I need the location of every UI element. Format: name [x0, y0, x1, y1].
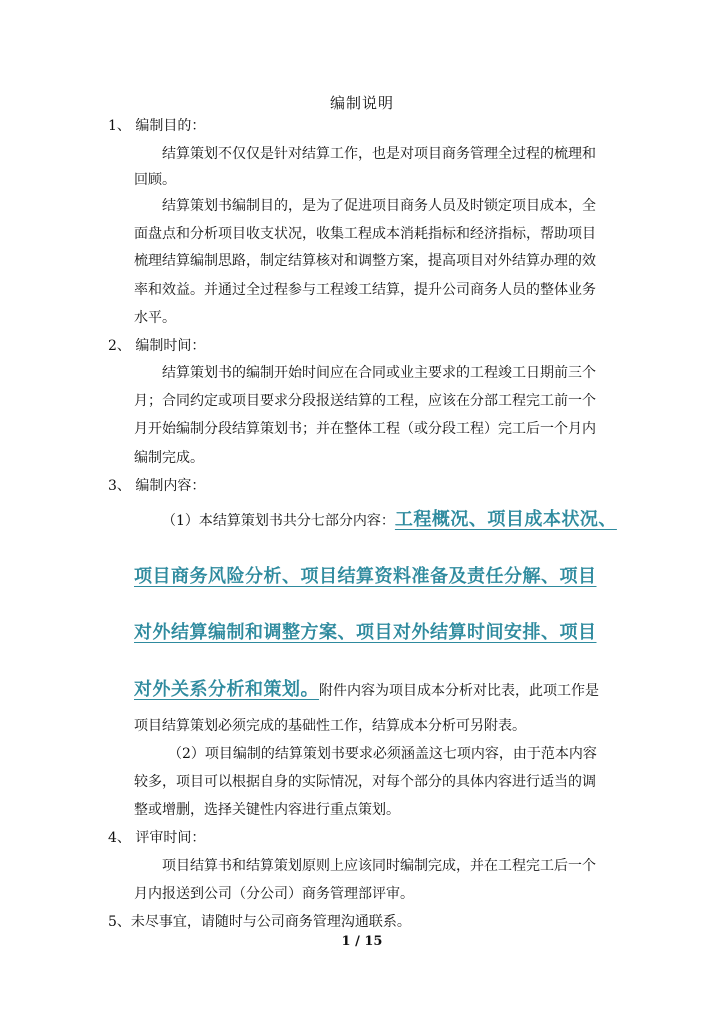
section-3-heading: 3、 编制内容：	[108, 478, 206, 494]
section-1-paragraph-1-line: 回顾。	[134, 172, 176, 188]
section-1-paragraph-2-line: 面盘点和分析项目收支状况，收集工程成本消耗指标和经济指标，帮助项目	[134, 226, 596, 242]
highlighted-contents-line	[134, 621, 597, 645]
section-1-paragraph-2-line: 结算策划书编制目的，是为了促进项目商务人员及时锁定项目成本，全	[162, 198, 596, 214]
section-2-paragraph-line: 结算策划书的编制开始时间应在合同或业主要求的工程竣工日期前三个	[162, 365, 596, 381]
section-3-item-1-suffix: 附件内容为项目成本分析对比表，此项工作是	[319, 683, 599, 699]
section-4-paragraph-line: 项目结算书和结算策划原则上应该同时编制完成，并在工程完工后一个	[162, 858, 596, 874]
section-1-paragraph-2-line: 水平。	[134, 310, 176, 326]
section-2-paragraph-line: 月开始编制分段结算策划书；并在整体工程（或分段工程）完工后一个月内	[134, 421, 596, 437]
section-2-heading: 2、 编制时间：	[108, 338, 206, 354]
section-3-item-1-prefix: （1）本结算策划书共分七部分内容：	[162, 513, 395, 529]
section-1-paragraph-2-line: 梳理结算编制思路，制定结算核对和调整方案，提高项目对外结算办理的效	[134, 253, 596, 269]
highlighted-contents-text: 工程概况、项目成本状况、	[394, 509, 617, 530]
section-1-heading: 1、 编制目的：	[108, 118, 206, 134]
section-3-item-1-line	[162, 508, 617, 533]
section-1-paragraph-1-line: 结算策划不仅仅是针对结算工作，也是对项目商务管理全过程的梳理和	[162, 146, 596, 162]
highlighted-contents-text: 项目商务风险分析、项目结算资料准备及责任分解、项目	[134, 566, 597, 587]
section-3-item-2-line: 较多，项目可以根据自身的实际情况，对每个部分的具体内容进行适当的调	[134, 774, 596, 790]
highlighted-contents-text: 对外关系分析和策划。	[134, 679, 319, 700]
section-3-item-2-line: 整或增删，选择关键性内容进行重点策划。	[134, 802, 400, 818]
section-2-paragraph-line: 月；合同约定或项目要求分段报送结算的工程，应该在分部工程完工前一个	[134, 393, 596, 409]
section-3-item-1-tail: 项目结算策划必须完成的基础性工作，结算成本分析可另附表。	[134, 718, 526, 734]
highlighted-contents-line	[134, 678, 599, 703]
section-1-paragraph-2-line: 率和效益。并通过全过程参与工程竣工结算，提升公司商务人员的整体业务	[134, 282, 596, 298]
section-4-heading: 4、 评审时间：	[108, 830, 206, 846]
section-2-paragraph-line: 编制完成。	[134, 450, 204, 466]
section-4-paragraph-line: 月内报送到公司（分公司）商务管理部评审。	[134, 886, 414, 902]
document-title: 编制说明	[329, 94, 394, 112]
section-3-item-2-line: （2）项目编制的结算策划书要求必须涵盖这七项内容，由于范本内容	[168, 746, 597, 762]
page-number: 1 / 15	[341, 934, 383, 949]
highlighted-contents-line	[134, 565, 597, 589]
section-5-heading: 5、未尽事宜，请随时与公司商务管理沟通联系。	[108, 914, 411, 930]
highlighted-contents-text: 对外结算编制和调整方案、项目对外结算时间安排、项目	[134, 622, 597, 643]
